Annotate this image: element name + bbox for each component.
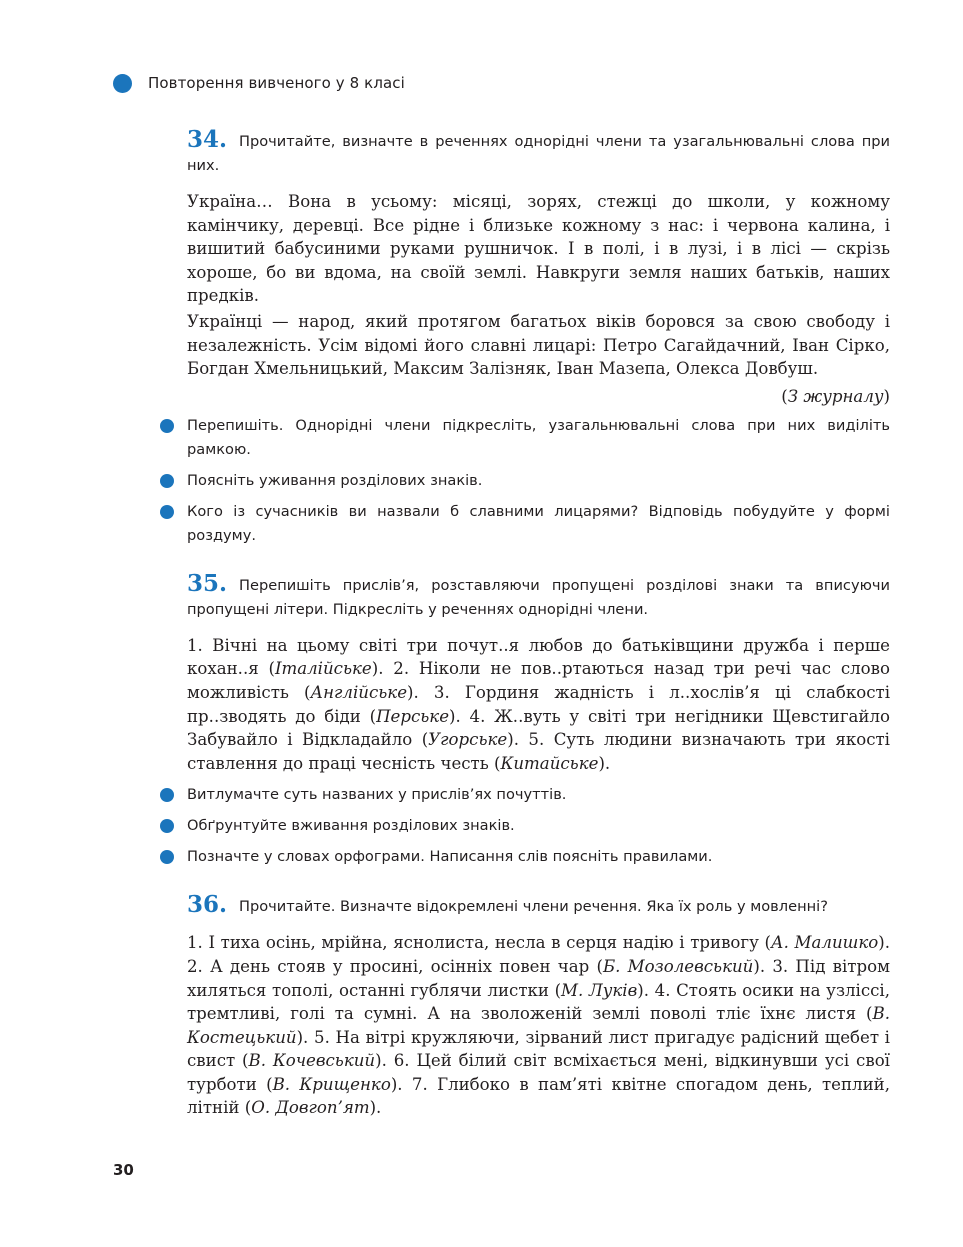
paragraph: Українці — народ, який протягом багатьох віків боровся за свою свободу і незалежність. Усім відомі його славні лицарі: Петро Сагайдачний, Іван Сірко, Богдан Хмельницький, Максим Залізняк, Іван Мазепа, Олекса Довбуш. [187,311,890,379]
task-list [187,414,890,548]
text-segment: ). [369,1098,382,1118]
proverb-origin: Китайське [500,753,599,773]
task-text: Перепишіть. Однорідні члени підкресліть, узагальнювальні слова при них виділіть рамкою. [187,416,890,458]
text-segment: ). 5. На вітрі кружляючи, зірваний лист пригадує радісний щебет і свист ( [187,1027,890,1071]
proverb-origin: Перське [376,706,450,726]
bullet-icon [160,505,174,519]
task-text: Витлумачте суть названих у прислів’ях почуттів. [187,786,567,804]
text-segment: ). 7. Глибоко в пам’яті квітне спогадом день, теплий, літній ( [187,1074,890,1118]
bullet-icon [160,819,174,833]
task-item [187,783,890,807]
proverb-origin: Італійське [274,659,372,679]
exercise-36 [187,893,890,1120]
text-source: (З журналу) [781,386,890,406]
exercise-number: 35. [187,569,228,597]
task-item [187,414,890,462]
author-name: О. Довгоп’ят [251,1098,370,1118]
section-title: Повторення вивченого у 8 класі [148,74,405,92]
author-name: В. Кочевський [248,1051,376,1071]
proverb-origin: Угорське [428,730,508,750]
bullet-icon [160,788,174,802]
text-segment: ). 3. Гординя жадність і л..хослів’я ці слабкості пр..зводять до біди ( [187,682,891,726]
author-name: М. Луків [561,980,638,1000]
instruction-text: Прочитайте, визначте в реченнях однорідні члени та узагальнювальні слова при них. [187,133,890,174]
text-segment: ). 2. Ніколи не пов..ртаються назад три речі час слово можливість ( [187,659,890,702]
source-name: З журналу [787,386,884,406]
text-segment: ). 2. А день стояв у просині, осінніх повен чар ( [187,933,890,976]
bullet-icon [160,474,174,488]
exercise-number: 36. [187,891,228,919]
task-item [187,814,890,838]
task-list [187,783,890,869]
task-item [187,845,890,869]
exercise-34 [187,128,890,548]
instruction-text: Перепишіть прислів’я, розставляючи пропущені розділові знаки та вписуючи пропущені літери. Підкресліть у реченнях однорідні члени. [187,576,890,618]
text-segment: 1. І тиха осінь, мрійна, яснолиста, несла в серця надію і тривогу ( [187,933,771,953]
text-segment: ). 4. Стоять осики на узліссі, тремтливі, голі та сумні. А на зволоженій землі поволі тліє їхнє листя ( [187,980,891,1024]
page-content [187,128,890,1120]
author-name: В. Костецький [187,1004,890,1047]
task-item [187,469,890,493]
task-text: Кого із сучасників ви назвали б славними лицарями? Відповідь побудуйте у формі роздуму. [187,502,890,544]
exercise-instruction [187,893,890,919]
page-number: 30 [113,1161,134,1179]
bullet-icon [160,419,174,433]
paragraph: Україна… Вона в усьому: місяці, зорях, стежці до школи, у кожному камінчику, деревці. Все рідне і близьке кожному з нас: і червона калина, і вишитий бабусиними руками рушничок. І в полі, і в лузі, і в лісі — скрізь хороше, бо ви вдома, на своїй землі. Навкруги земля наших батьків, наших предків. [187,192,890,306]
exercise-instruction [187,128,890,178]
exercise-number: 34. [187,126,228,153]
task-text: Позначте у словах орфограми. Написання слів поясніть правилами. [187,848,713,866]
task-text: Поясніть уживання розділових знаків. [187,471,483,489]
exercise-text [187,190,890,381]
bullet-icon [160,850,174,864]
task-item [187,500,890,548]
text-segment: ). [598,753,611,773]
text-segment: ). 5. Суть людини визначають три якості ставлення до праці чесність честь ( [187,730,890,773]
proverb-origin: Англійське [310,682,408,702]
instruction-text: Прочитайте. Визначте відокремлені члени речення. Яка їх роль у мовленні? [239,898,828,916]
section-bullet-icon [113,74,132,93]
text-segment: 1. Вічні на цьому світі три почут..я любов до батьківщини дружба і перше кохан..я ( [187,635,890,679]
exercise-instruction [187,569,890,622]
exercise-35 [187,569,891,870]
exercise-text [187,634,890,776]
exercise-text [187,931,890,1120]
task-text: Обґрунтуйте вживання розділових знаків. [187,817,515,835]
author-name: В. Крищенко [272,1074,391,1094]
author-name: А. Малишко [771,933,879,953]
text-segment: ). 3. Під вітром хиляться тополі, останні гублячи листки ( [187,956,890,1000]
author-name: Б. Мозолевський [602,956,754,976]
text-segment: ). 4. Ж..вуть у світі три негідники Щевстигайло Забувайло і Відкладайло ( [187,706,890,750]
page-header [113,70,405,96]
text-segment: ). 6. Цей білий світ всміхається мені, відкинувши усі свої турботи ( [187,1051,890,1094]
